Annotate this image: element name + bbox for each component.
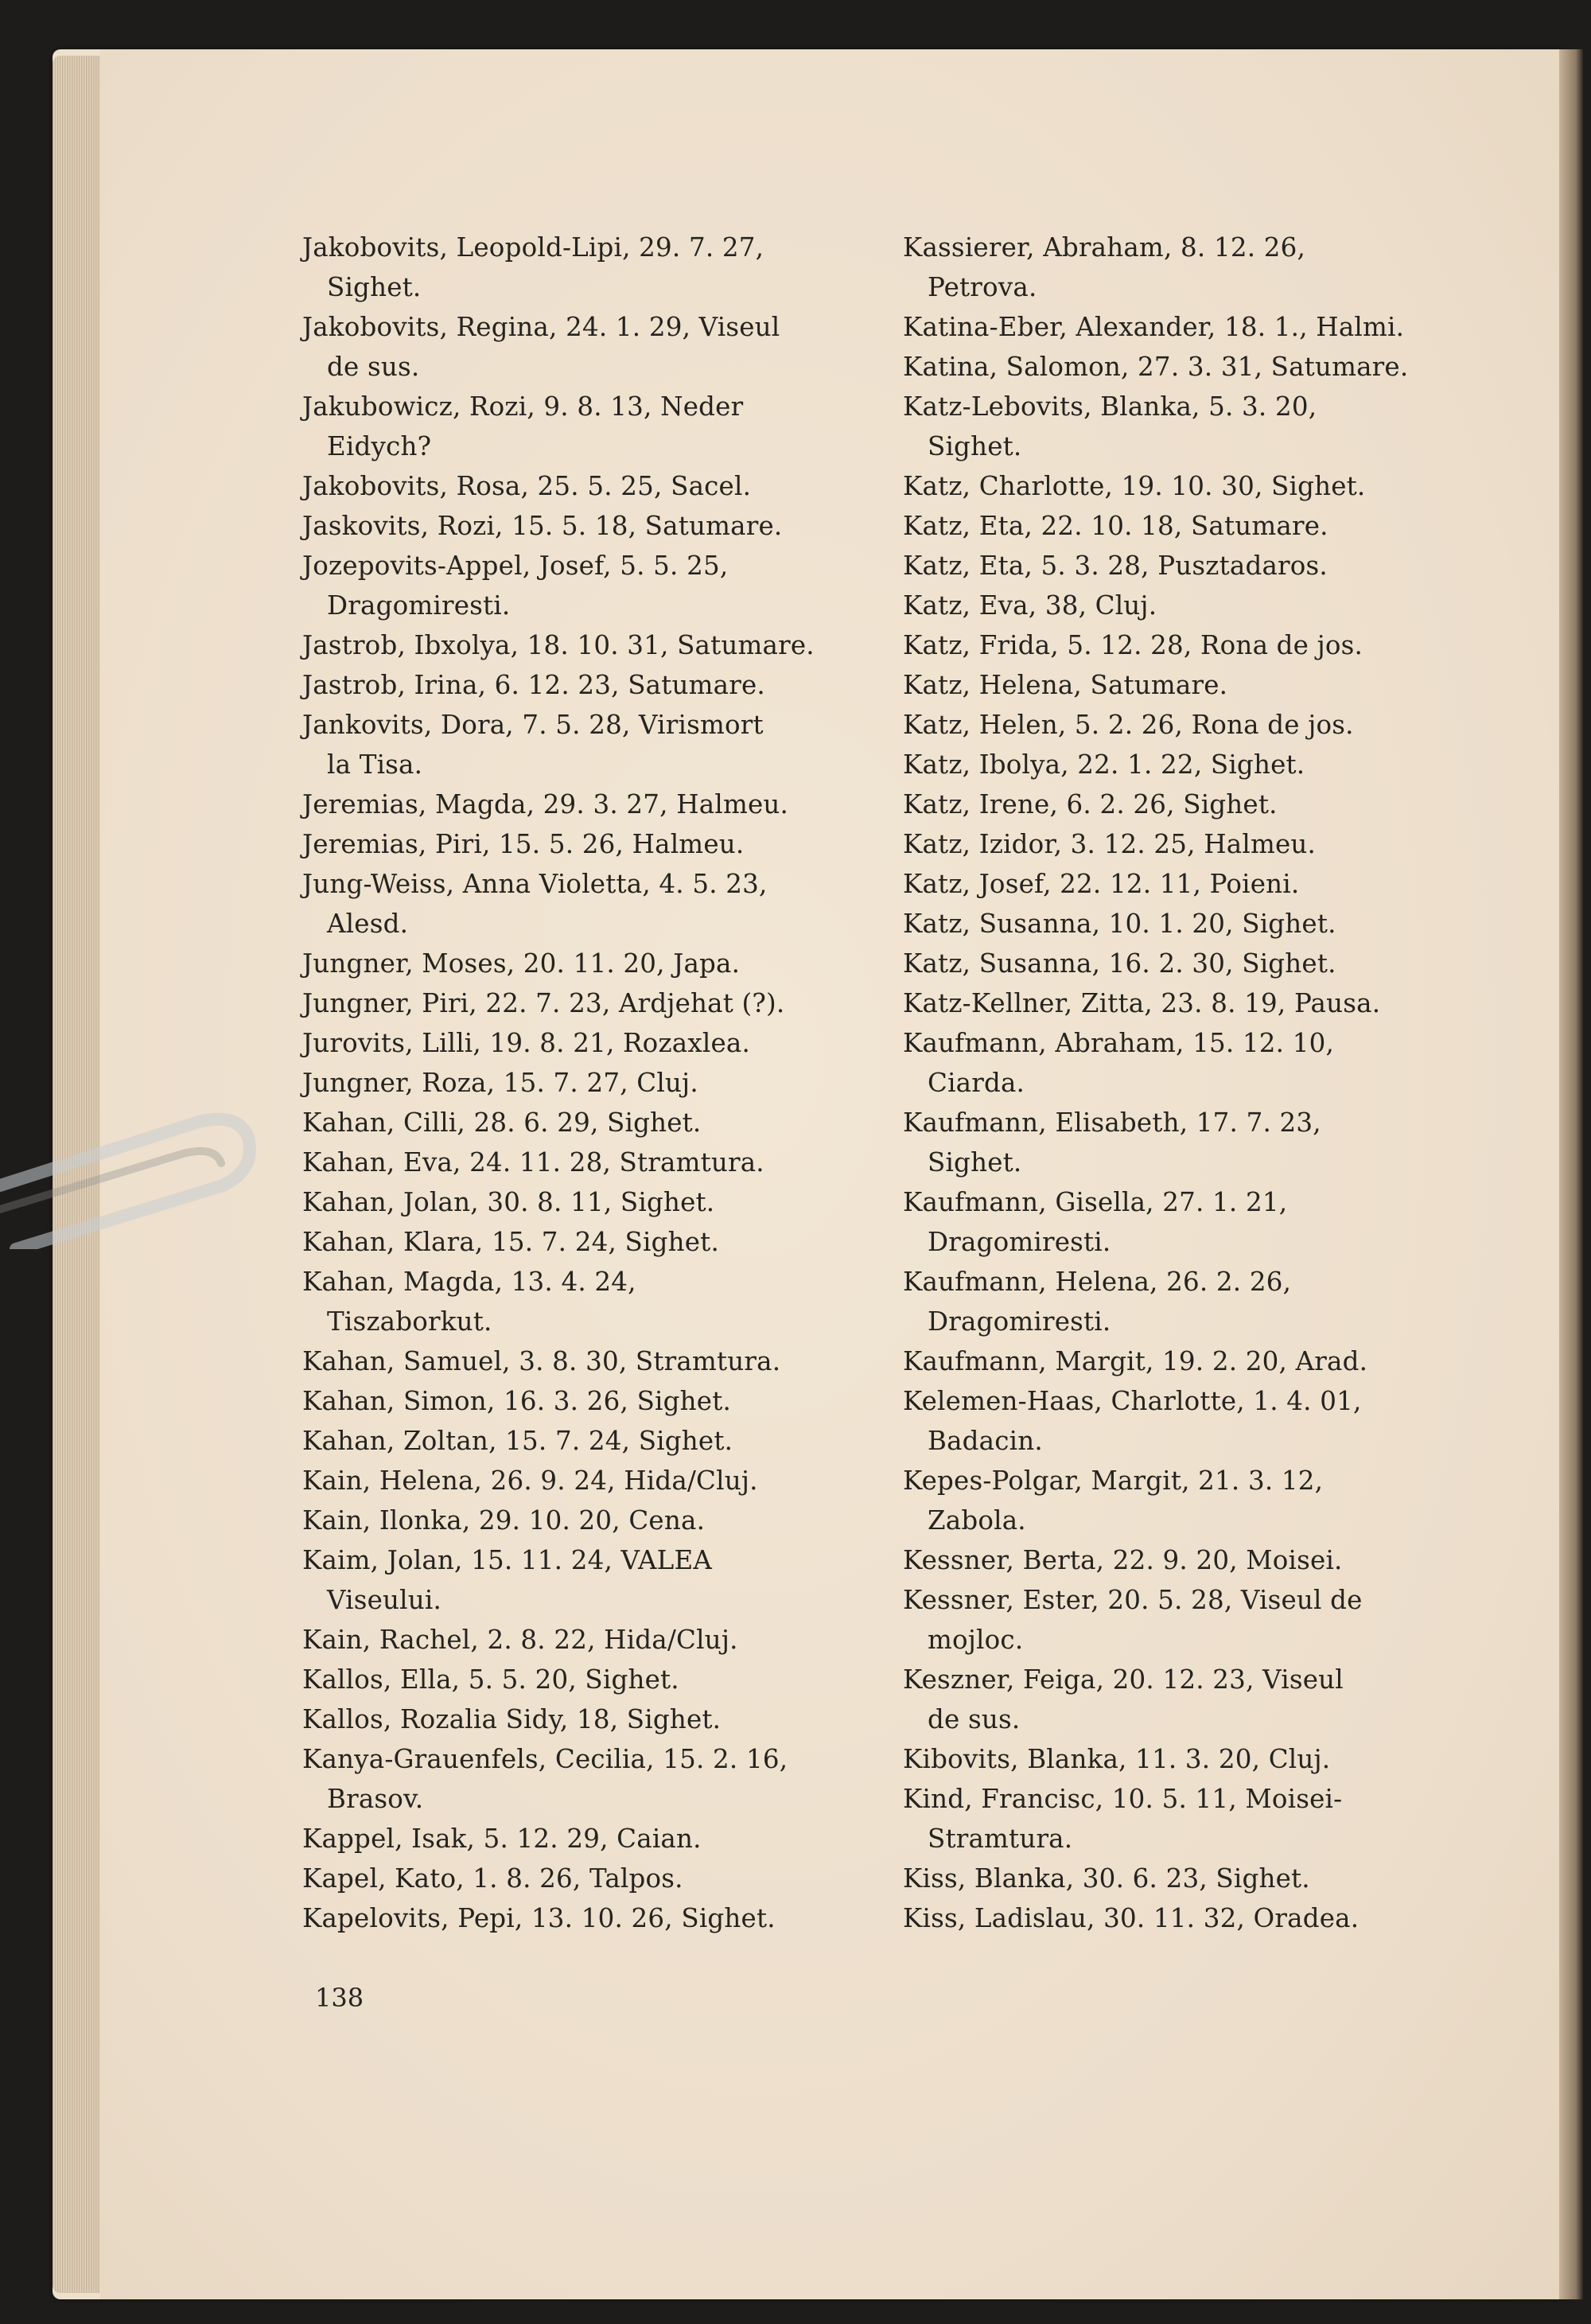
list-entry xyxy=(302,705,907,784)
entry-text: Kahan, Klara, 15. 7. 24, Sighet. xyxy=(302,1227,719,1257)
entry-text: Kanya-Grauenfels, Cecilia, 15. 2. 16, xyxy=(302,1744,788,1774)
entry-text: Kahan, Eva, 24. 11. 28, Stramtura. xyxy=(302,1147,764,1178)
list-entry xyxy=(903,665,1555,705)
entry-text: Katz, Frida, 5. 12. 28, Rona de jos. xyxy=(903,630,1363,660)
entry-text: Kessner, Berta, 22. 9. 20, Moisei. xyxy=(903,1545,1343,1575)
list-entry xyxy=(302,307,907,387)
list-entry xyxy=(903,506,1555,546)
entry-continuation: Sighet. xyxy=(327,272,422,302)
entry-continuation: Ciarda. xyxy=(928,1068,1025,1098)
list-entry xyxy=(903,1103,1555,1182)
entry-text: Kain, Rachel, 2. 8. 22, Hida/Cluj. xyxy=(302,1625,738,1655)
list-entry xyxy=(903,546,1555,586)
list-entry xyxy=(903,944,1555,983)
entry-text: Katz, Eva, 38, Cluj. xyxy=(903,590,1157,621)
list-entry xyxy=(903,1660,1555,1739)
entry-text: Kahan, Simon, 16. 3. 26, Sighet. xyxy=(302,1386,731,1416)
entry-text: Jozepovits-Appel, Josef, 5. 5. 25, xyxy=(302,551,729,581)
entry-continuation: Brasov. xyxy=(327,1784,424,1814)
list-entry xyxy=(903,1461,1555,1540)
name-list-right-column xyxy=(903,228,1555,1938)
list-entry xyxy=(903,1341,1555,1381)
list-entry xyxy=(903,1540,1555,1580)
list-entry xyxy=(903,1898,1555,1938)
entry-text: Jungner, Roza, 15. 7. 27, Cluj. xyxy=(302,1068,698,1098)
list-entry xyxy=(903,347,1555,387)
entry-text: Kind, Francisc, 10. 5. 11, Moisei- xyxy=(903,1784,1343,1814)
list-entry xyxy=(302,546,907,625)
entry-text: Kassierer, Abraham, 8. 12. 26, xyxy=(903,232,1306,263)
list-entry xyxy=(903,864,1555,904)
list-entry xyxy=(903,387,1555,466)
list-entry xyxy=(903,625,1555,665)
entry-text: Kepes-Polgar, Margit, 21. 3. 12, xyxy=(903,1466,1324,1496)
list-entry xyxy=(903,745,1555,784)
entry-text: Jeremias, Piri, 15. 5. 26, Halmeu. xyxy=(302,829,745,859)
page-number: 138 xyxy=(315,1983,364,2013)
entry-text: Kibovits, Blanka, 11. 3. 20, Cluj. xyxy=(903,1744,1331,1774)
entry-text: Kahan, Cilli, 28. 6. 29, Sighet. xyxy=(302,1108,702,1138)
list-entry xyxy=(903,1739,1555,1779)
list-entry xyxy=(903,1023,1555,1103)
entry-text: Kapel, Kato, 1. 8. 26, Talpos. xyxy=(302,1863,683,1894)
list-entry xyxy=(903,784,1555,824)
list-entry xyxy=(302,228,907,307)
entry-text: Kahan, Jolan, 30. 8. 11, Sighet. xyxy=(302,1187,715,1217)
entry-text: Kaufmann, Elisabeth, 17. 7. 23, xyxy=(903,1108,1321,1138)
entry-text: Kain, Ilonka, 29. 10. 20, Cena. xyxy=(302,1505,706,1536)
list-entry xyxy=(302,665,907,705)
name-list-left-column xyxy=(302,228,907,1938)
list-entry xyxy=(302,1063,907,1103)
entry-text: Jaskovits, Rozi, 15. 5. 18, Satumare. xyxy=(302,511,783,541)
entry-continuation: Stramtura. xyxy=(928,1824,1073,1854)
entry-text: Jakobovits, Regina, 24. 1. 29, Viseul xyxy=(302,312,780,342)
entry-continuation: mojloc. xyxy=(928,1625,1024,1655)
entry-text: Jurovits, Lilli, 19. 8. 21, Rozaxlea. xyxy=(302,1028,751,1058)
entry-text: Kaufmann, Gisella, 27. 1. 21, xyxy=(903,1187,1288,1217)
list-entry xyxy=(302,1699,907,1739)
list-entry xyxy=(903,1182,1555,1262)
entry-continuation: de sus. xyxy=(327,352,420,382)
entry-text: Jeremias, Magda, 29. 3. 27, Halmeu. xyxy=(302,789,789,819)
entry-text: Kelemen-Haas, Charlotte, 1. 4. 01, xyxy=(903,1386,1362,1416)
list-entry xyxy=(302,864,907,944)
entry-text: Jung-Weiss, Anna Violetta, 4. 5. 23, xyxy=(302,869,768,899)
entry-continuation: Sighet. xyxy=(928,1147,1022,1178)
entry-text: Kaufmann, Helena, 26. 2. 26, xyxy=(903,1267,1292,1297)
entry-text: Kiss, Blanka, 30. 6. 23, Sighet. xyxy=(903,1863,1310,1894)
entry-text: Katina, Salomon, 27. 3. 31, Satumare. xyxy=(903,352,1409,382)
entry-text: Jakobovits, Rosa, 25. 5. 25, Sacel. xyxy=(302,471,752,501)
entry-continuation: Dragomiresti. xyxy=(928,1306,1111,1337)
entry-text: Jakubowicz, Rozi, 9. 8. 13, Neder xyxy=(302,391,744,422)
list-entry xyxy=(903,1262,1555,1341)
entry-continuation: de sus. xyxy=(928,1704,1021,1734)
entry-text: Kaufmann, Margit, 19. 2. 20, Arad. xyxy=(903,1346,1368,1376)
list-entry xyxy=(302,1898,907,1938)
list-entry xyxy=(302,506,907,546)
entry-text: Kahan, Samuel, 3. 8. 30, Stramtura. xyxy=(302,1346,781,1376)
entry-text: Katz, Susanna, 10. 1. 20, Sighet. xyxy=(903,909,1336,939)
list-entry xyxy=(302,784,907,824)
entry-text: Katz, Helen, 5. 2. 26, Rona de jos. xyxy=(903,710,1354,740)
list-entry xyxy=(903,705,1555,745)
entry-text: Katz, Izidor, 3. 12. 25, Halmeu. xyxy=(903,829,1317,859)
list-entry xyxy=(302,1421,907,1461)
entry-text: Kain, Helena, 26. 9. 24, Hida/Cluj. xyxy=(302,1466,758,1496)
list-entry xyxy=(302,1143,907,1182)
entry-text: Jastrob, Irina, 6. 12. 23, Satumare. xyxy=(302,670,765,700)
page-gutter xyxy=(1559,49,1583,2299)
entry-text: Katz, Ibolya, 22. 1. 22, Sighet. xyxy=(903,749,1305,780)
entry-text: Kaufmann, Abraham, 15. 12. 10, xyxy=(903,1028,1335,1058)
entry-text: Jastrob, Ibxolya, 18. 10. 31, Satumare. xyxy=(302,630,815,660)
entry-text: Jakobovits, Leopold-Lipi, 29. 7. 27, xyxy=(302,232,764,263)
entry-text: Kappel, Isak, 5. 12. 29, Caian. xyxy=(302,1824,702,1854)
entry-text: Katz, Irene, 6. 2. 26, Sighet. xyxy=(903,789,1278,819)
entry-continuation: la Tisa. xyxy=(327,749,423,780)
entry-continuation: Dragomiresti. xyxy=(928,1227,1111,1257)
list-entry xyxy=(302,983,907,1023)
entry-continuation: Tiszaborkut. xyxy=(327,1306,492,1337)
list-entry xyxy=(302,1461,907,1501)
entry-continuation: Eidych? xyxy=(327,431,432,461)
list-entry xyxy=(302,625,907,665)
entry-continuation: Badacin. xyxy=(928,1426,1043,1456)
entry-text: Katz-Kellner, Zitta, 23. 8. 19, Pausa. xyxy=(903,988,1381,1018)
entry-continuation: Dragomiresti. xyxy=(327,590,511,621)
entry-text: Kallos, Rozalia Sidy, 18, Sighet. xyxy=(302,1704,722,1734)
list-entry xyxy=(302,387,907,466)
list-entry xyxy=(903,1580,1555,1660)
list-entry xyxy=(302,824,907,864)
entry-text: Kahan, Zoltan, 15. 7. 24, Sighet. xyxy=(302,1426,733,1456)
list-entry xyxy=(302,1739,907,1819)
list-entry xyxy=(903,904,1555,944)
list-entry xyxy=(903,1859,1555,1898)
list-entry xyxy=(302,1819,907,1859)
entry-text: Katz, Charlotte, 19. 10. 30, Sighet. xyxy=(903,471,1366,501)
entry-continuation: Alesd. xyxy=(327,909,409,939)
list-entry xyxy=(302,1103,907,1143)
list-entry xyxy=(302,1660,907,1699)
list-entry xyxy=(903,466,1555,506)
list-entry xyxy=(903,1779,1555,1859)
entry-text: Kahan, Magda, 13. 4. 24, xyxy=(302,1267,636,1297)
list-entry xyxy=(302,944,907,983)
entry-text: Kallos, Ella, 5. 5. 20, Sighet. xyxy=(302,1664,679,1695)
entry-text: Katz, Eta, 22. 10. 18, Satumare. xyxy=(903,511,1328,541)
list-entry xyxy=(302,1501,907,1540)
list-entry xyxy=(903,824,1555,864)
entry-text: Kapelovits, Pepi, 13. 10. 26, Sighet. xyxy=(302,1903,776,1933)
list-entry xyxy=(903,228,1555,307)
entry-text: Katz, Josef, 22. 12. 11, Poieni. xyxy=(903,869,1300,899)
entry-text: Kaim, Jolan, 15. 11. 24, VALEA xyxy=(302,1545,713,1575)
entry-continuation: Petrova. xyxy=(928,272,1037,302)
entry-continuation: Viseului. xyxy=(327,1585,442,1615)
entry-continuation: Zabola. xyxy=(928,1505,1026,1536)
list-entry xyxy=(903,586,1555,625)
entry-text: Jungner, Moses, 20. 11. 20, Japa. xyxy=(302,948,741,979)
list-entry xyxy=(903,307,1555,347)
entry-text: Jankovits, Dora, 7. 5. 28, Virismort xyxy=(302,710,764,740)
entry-text: Keszner, Feiga, 20. 12. 23, Viseul xyxy=(903,1664,1344,1695)
list-entry xyxy=(903,1381,1555,1461)
entry-text: Katz, Helena, Satumare. xyxy=(903,670,1228,700)
list-entry xyxy=(302,1182,907,1222)
entry-text: Jungner, Piri, 22. 7. 23, Ardjehat (?). xyxy=(302,988,785,1018)
list-entry xyxy=(302,1023,907,1063)
list-entry xyxy=(302,1859,907,1898)
list-entry xyxy=(302,1341,907,1381)
entry-text: Katz, Susanna, 16. 2. 30, Sighet. xyxy=(903,948,1336,979)
list-entry xyxy=(903,983,1555,1023)
list-entry xyxy=(302,1262,907,1341)
entry-text: Kiss, Ladislau, 30. 11. 32, Oradea. xyxy=(903,1903,1360,1933)
entry-continuation: Sighet. xyxy=(928,431,1022,461)
entry-text: Katz-Lebovits, Blanka, 5. 3. 20, xyxy=(903,391,1317,422)
list-entry xyxy=(302,1222,907,1262)
list-entry xyxy=(302,466,907,506)
entry-text: Katz, Eta, 5. 3. 28, Pusztadaros. xyxy=(903,551,1328,581)
page-edges xyxy=(53,56,100,2293)
list-entry xyxy=(302,1540,907,1620)
entry-text: Kessner, Ester, 20. 5. 28, Viseul de xyxy=(903,1585,1363,1615)
entry-text: Katina-Eber, Alexander, 18. 1., Halmi. xyxy=(903,312,1405,342)
list-entry xyxy=(302,1381,907,1421)
list-entry xyxy=(302,1620,907,1660)
